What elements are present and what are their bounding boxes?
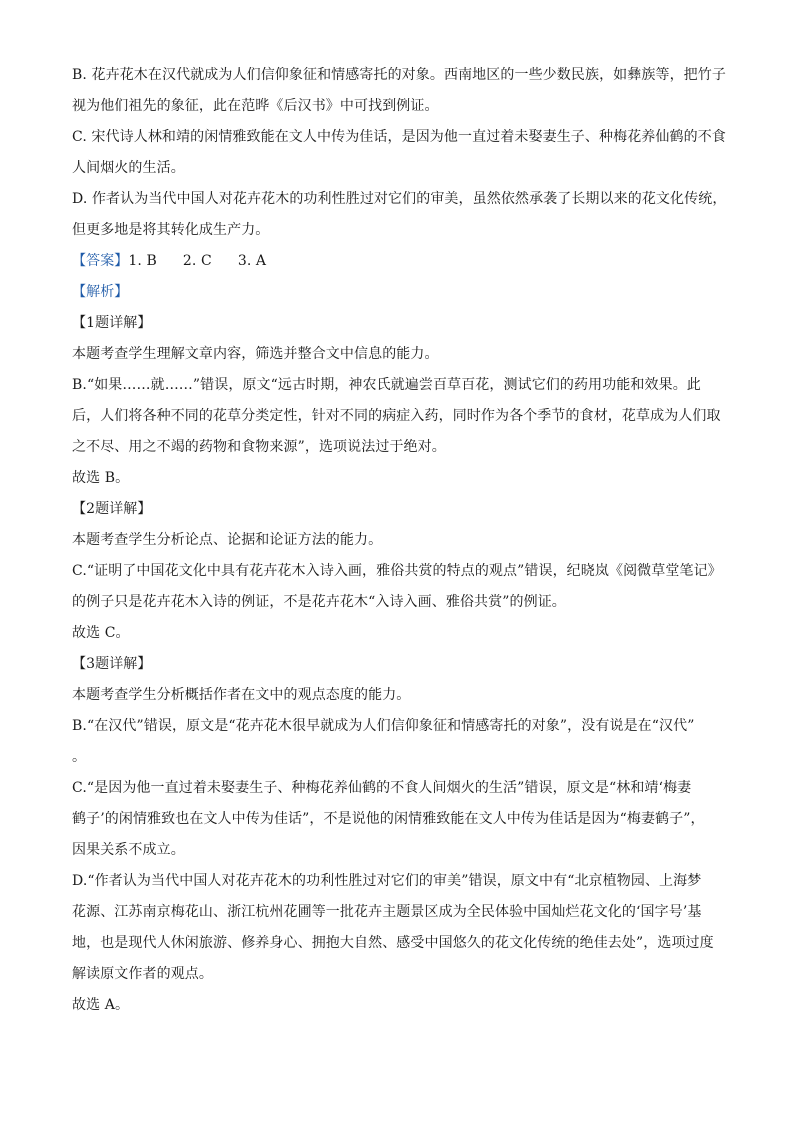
question-2-line: C.“证明了中国花文化中具有花卉花木入诗入画，雅俗共赏的特点的观点”错误，纪晓岚《阅微草堂笔记》 <box>72 563 722 579</box>
answer-item-1: 1. B <box>128 253 157 269</box>
question-1-heading: 【1题详解】 <box>72 315 152 331</box>
question-3-line: D.“作者认为当代中国人对花卉花木的功利性胜过对它们的审美”错误，原文中有“北京植物园、上海梦 <box>72 873 702 889</box>
question-3-line: 本题考查学生分析概括作者在文中的观点态度的能力。 <box>72 687 411 703</box>
options-block <box>72 60 732 246</box>
option-c-line-1: C. 宋代诗人林和靖的闲情雅致能在文人中传为佳话，是因为他一直过着未娶妻生子、种梅花养仙鹤的不食 <box>72 129 726 145</box>
question-3-section <box>72 649 732 1021</box>
question-1-line: 后，人们将各种不同的花草分类定性，针对不同的病症入药，同时作为各个季节的食材，花草成为人们取 <box>72 408 721 424</box>
option-d-line-2: 但更多地是将其转化成生产力。 <box>72 222 270 238</box>
option-d-line-1: D. 作者认为当代中国人对花卉花木的功利性胜过对它们的审美，虽然依然承袭了长期以来的花文化传统， <box>72 191 727 207</box>
question-2-section <box>72 494 732 649</box>
question-1-line: 之不尽、用之不竭的药物和食物来源”，选项说法过于绝对。 <box>72 439 446 455</box>
document-body <box>72 60 732 1021</box>
answer-item-3: 3. A <box>237 253 267 269</box>
answer-line <box>72 246 732 277</box>
question-3-line: 解读原文作者的观点。 <box>72 966 213 982</box>
question-2-conclusion: 故选 C。 <box>72 625 130 641</box>
question-3-conclusion: 故选 A。 <box>72 997 130 1013</box>
question-3-heading: 【3题详解】 <box>72 656 152 672</box>
question-1-line: B.“如果……就……”错误，原文“远古时期，神农氏就遍尝百草百花，测试它们的药用功能和效果。此 <box>72 377 701 393</box>
question-1-section <box>72 308 732 494</box>
question-3-line: 花源、江苏南京梅花山、浙江杭州花圃等一批花卉主题景区成为全民体验中国灿烂花文化的‘国字号’基 <box>72 904 702 920</box>
option-b-line-2: 视为他们祖先的象征，此在范晔《后汉书》中可找到例证。 <box>72 98 439 114</box>
question-2-line: 的例子只是花卉花木入诗的例证，不是花卉花木“入诗入画、雅俗共赏”的例证。 <box>72 594 566 610</box>
analysis-label: 【解析】 <box>72 284 129 300</box>
answer-label: 【答案】 <box>72 253 129 269</box>
question-3-line: B.“在汉代”错误，原文是“花卉花木很早就成为人们信仰象征和情感寄托的对象”，没有说是在“汉代” <box>72 718 695 734</box>
question-3-line: 因果关系不成立。 <box>72 842 185 858</box>
option-c-line-2: 人间烟火的生活。 <box>72 160 185 176</box>
question-3-line: 。 <box>72 749 87 765</box>
question-2-line: 本题考查学生分析论点、论据和论证方法的能力。 <box>72 532 383 548</box>
question-3-line: C.“是因为他一直过着未娶妻生子、种梅花养仙鹤的不食人间烟火的生活”错误，原文是“林和靖‘梅妻 <box>72 780 692 796</box>
question-1-line: 本题考查学生理解文章内容，筛选并整合文中信息的能力。 <box>72 346 439 362</box>
question-3-line: 地，也是现代人休闲旅游、修养身心、拥抱大自然、感受中国悠久的花文化传统的绝佳去处”，选项过度 <box>72 935 714 951</box>
option-b-line-1: B. 花卉花木在汉代就成为人们信仰象征和情感寄托的对象。西南地区的一些少数民族，如彝族等，把竹子 <box>72 67 726 83</box>
question-1-conclusion: 故选 B。 <box>72 470 130 486</box>
question-3-line: 鹤子’的闲情雅致也在文人中传为佳话”，不是说他的闲情雅致能在文人中传为佳话是因为“梅妻鹤子”， <box>72 811 705 827</box>
answer-item-2: 2. C <box>182 253 212 269</box>
question-2-heading: 【2题详解】 <box>72 501 152 517</box>
